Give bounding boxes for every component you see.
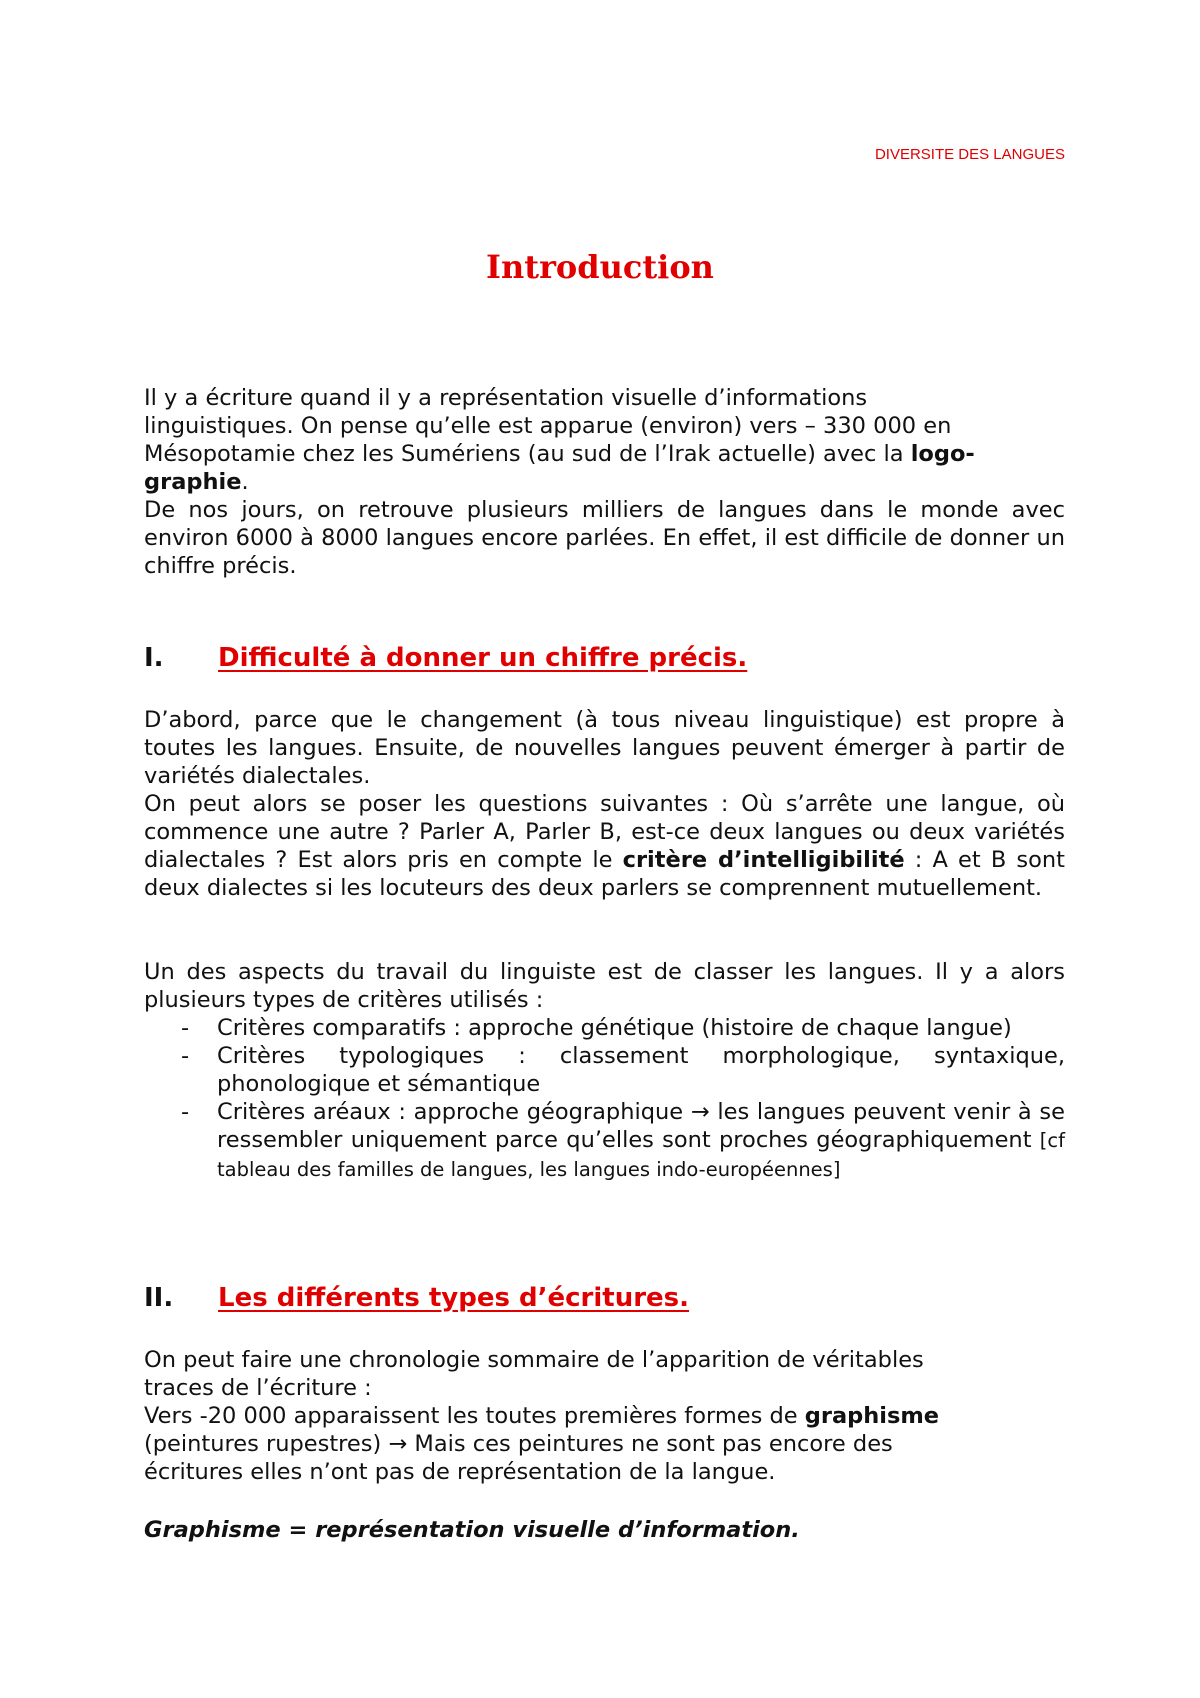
section-2-line: (peintures rupestres) → Mais ces peintures ne sont pas encore des	[144, 1431, 893, 1457]
section-1-number: I.	[144, 643, 164, 673]
criterion-note: [cf tableau des familles de langues, les langues indo-européennes]	[217, 1129, 1065, 1181]
section-2-line: traces de l’écriture :	[144, 1375, 372, 1401]
bullet-dash: -	[181, 1015, 190, 1041]
list-item	[144, 1014, 1065, 1042]
criterion-text: Critères aréaux : approche géographique → les langues peuvent venir à se ressembler uniquement parce qu’elles sont proches géographiquement	[217, 1099, 1065, 1153]
intro-line	[144, 440, 1065, 496]
criterion-text: Critères typologiques : classement morphologique, syntaxique, phonologique et sémantique	[217, 1043, 1065, 1097]
graphisme-term: graphisme	[804, 1403, 940, 1429]
criteria-list	[144, 1014, 1065, 1184]
paragraph-text: On peut alors se poser les questions suivantes : Où s’arrête une langue, où commence une autre ? Parler A, Parler B, est-ce deux langues ou deux variétés dialectales ? Est alors pris en compte le	[144, 791, 1065, 873]
section-2-text: Vers -20 000 apparaissent les toutes premières formes de	[144, 1403, 805, 1429]
section-2-line: écritures elles n’ont pas de représentation de la langue.	[144, 1459, 776, 1485]
section-2-body	[144, 1346, 1065, 1486]
section-1-paragraph-2	[144, 790, 1065, 902]
section-2-line: On peut faire une chronologie sommaire de l’apparition de véritables	[144, 1347, 924, 1373]
list-item	[144, 1098, 1065, 1184]
intro-paragraph-1	[144, 384, 1065, 496]
section-2-line	[144, 1402, 1065, 1430]
course-header-tag: DIVERSITE DES LANGUES	[874, 146, 1065, 163]
intro-paragraph-2	[144, 496, 1065, 580]
bullet-dash: -	[181, 1043, 190, 1069]
list-item	[144, 1042, 1065, 1098]
page-title: Introduction	[486, 248, 714, 286]
intro-line: Il y a écriture quand il y a représentation visuelle d’informations	[144, 385, 868, 411]
section-2-number: II.	[144, 1283, 174, 1313]
section-1-paragraph-3: Un des aspects du travail du linguiste est de classer les langues. Il y a alors plusieurs types de critères utilisés :	[144, 959, 1065, 1013]
paragraph-text: : A et B sont deux dialectes si les locuteurs des deux parlers se comprennent mutuellement.	[144, 847, 1065, 901]
intro-text-end: .	[241, 469, 249, 495]
section-1-criteria-block	[144, 958, 1065, 1184]
section-1-paragraph-1: D’abord, parce que le changement (à tous niveau linguistique) est propre à toutes les langues. Ensuite, de nouvelles langues peuvent émerger à partir de variétés dialectales.	[144, 707, 1065, 789]
intro-line: linguistiques. On pense qu’elle est apparue (environ) vers – 330 000 en	[144, 413, 952, 439]
criterion-text: Critères comparatifs : approche génétique (histoire de chaque langue)	[217, 1015, 1012, 1041]
graphisme-definition: Graphisme = représentation visuelle d’information.	[144, 1517, 800, 1543]
logo-graphie-term: logo-graphie	[144, 441, 975, 495]
section-1-title: Difficulté à donner un chiffre précis.	[218, 643, 748, 673]
section-2-title: Les différents types d’écritures.	[218, 1283, 690, 1313]
intro-text: Mésopotamie chez les Sumériens (au sud de l’Irak actuelle) avec la	[144, 441, 911, 467]
intelligibility-criterion-term: critère d’intelligibilité	[622, 847, 905, 873]
bullet-dash: -	[181, 1099, 190, 1125]
intro-text: De nos jours, on retrouve plusieurs milliers de langues dans le monde avec environ 6000 à 8000 langues encore parlées. En effet, il est difficile de donner un chiffre précis.	[144, 497, 1065, 579]
section-1-heading	[144, 641, 747, 675]
section-2-heading	[144, 1281, 689, 1315]
section-1-body	[144, 706, 1065, 902]
